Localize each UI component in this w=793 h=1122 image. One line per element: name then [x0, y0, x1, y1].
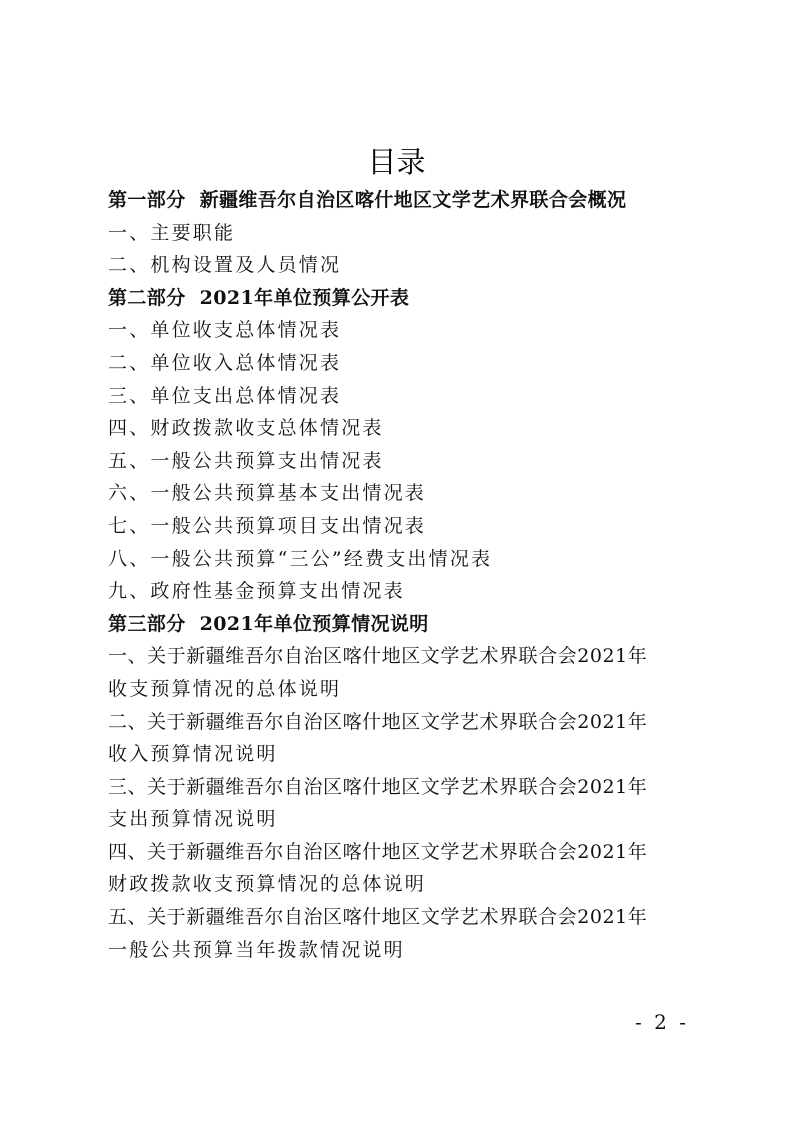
toc-part-heading: 第一部分 新疆维吾尔自治区喀什地区文学艺术界联合会概况 [108, 189, 627, 211]
toc-entry: 二、关于新疆维吾尔自治区喀什地区文学艺术界联合会2021年 [108, 710, 648, 733]
toc-entry: 四、财政拨款收支总体情况表 [108, 417, 384, 440]
toc-entry: 二、单位收入总体情况表 [108, 351, 342, 374]
toc-entry: 三、单位支出总体情况表 [108, 384, 342, 407]
toc-entry: 收支预算情况的总体说明 [108, 677, 342, 700]
toc-entry: 五、一般公共预算支出情况表 [108, 449, 384, 472]
toc-entry: 七、一般公共预算项目支出情况表 [108, 514, 427, 537]
toc-entry: 支出预算情况说明 [108, 808, 278, 831]
toc-entry: 收入预算情况说明 [108, 743, 278, 766]
toc-entry: 三、关于新疆维吾尔自治区喀什地区文学艺术界联合会2021年 [108, 775, 648, 798]
toc-part-heading: 第二部分 2021年单位预算公开表 [108, 286, 410, 309]
toc-entry: 九、政府性基金预算支出情况表 [108, 580, 405, 603]
toc-part-heading: 第三部分 2021年单位预算情况说明 [108, 612, 429, 635]
page-title: 目录 [367, 145, 426, 179]
toc-entry: 一、关于新疆维吾尔自治区喀什地区文学艺术界联合会2021年 [108, 645, 648, 668]
table-of-contents [108, 184, 698, 966]
toc-entry: 一般公共预算当年拨款情况说明 [108, 938, 405, 961]
toc-entry: 一、单位收支总体情况表 [108, 319, 342, 342]
toc-entry: 财政拨款收支预算情况的总体说明 [108, 873, 427, 896]
toc-entry: 六、一般公共预算基本支出情况表 [108, 482, 427, 505]
toc-entry: 八、一般公共预算“三公”经费支出情况表 [108, 547, 493, 570]
page-number: - 2 - [635, 1010, 689, 1034]
toc-entry: 五、关于新疆维吾尔自治区喀什地区文学艺术界联合会2021年 [108, 906, 648, 929]
toc-entry: 一、主要职能 [108, 221, 236, 244]
toc-entry: 四、关于新疆维吾尔自治区喀什地区文学艺术界联合会2021年 [108, 840, 648, 863]
toc-entry: 二、机构设置及人员情况 [108, 254, 342, 277]
